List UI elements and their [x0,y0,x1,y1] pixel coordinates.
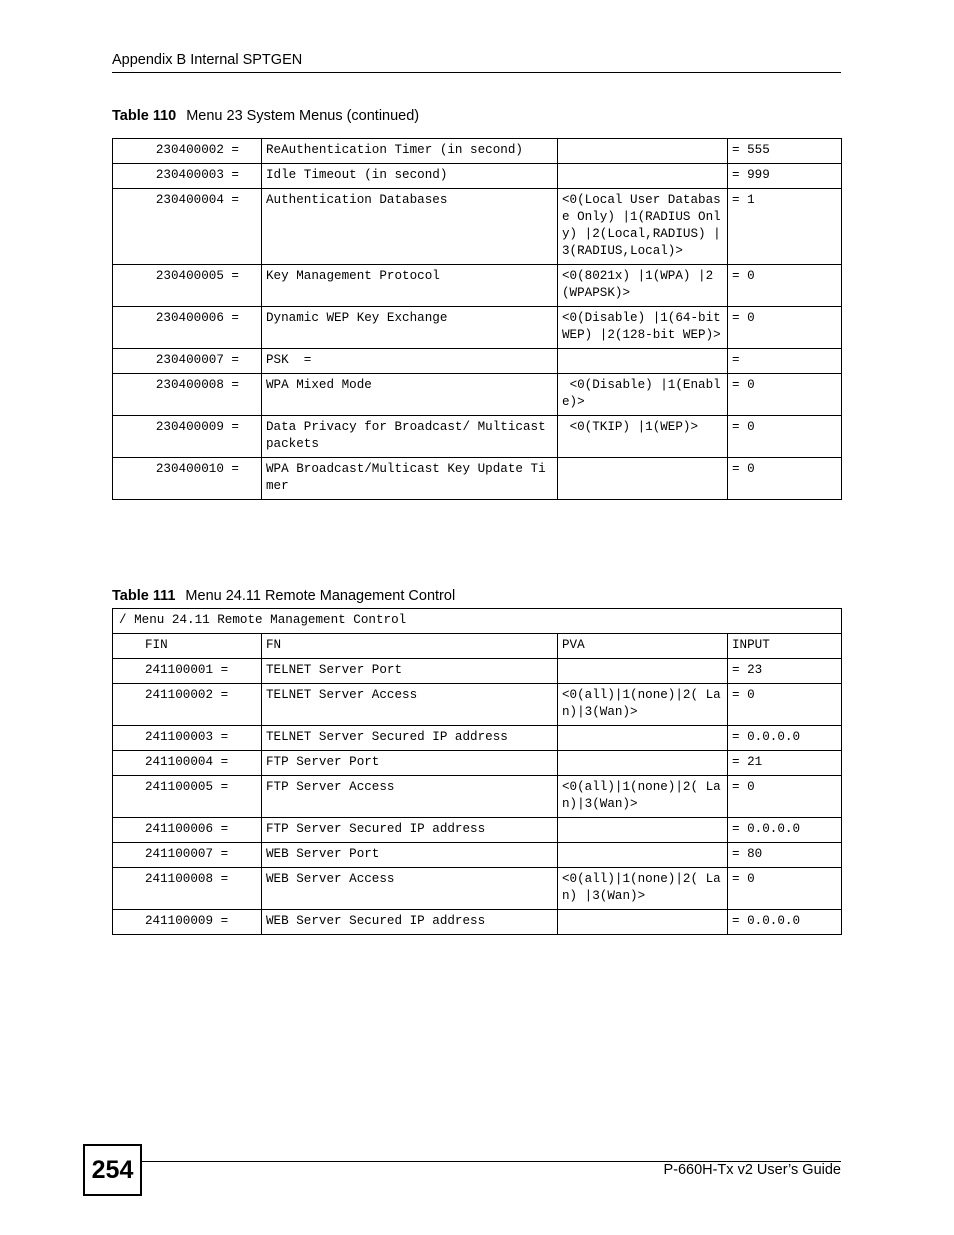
table-row [113,349,842,374]
fin-cell: 230400004 = [113,189,262,265]
input-cell: = 0 [728,374,842,416]
pva-cell [558,659,728,684]
input-cell: = 0 [728,776,842,818]
fin-cell: 230400009 = [113,416,262,458]
input-cell: = 0.0.0.0 [728,818,842,843]
table-row [113,684,842,726]
table-111-menu-row [113,609,842,634]
table-111-header-row [113,634,842,659]
table-row [113,726,842,751]
table-110-label: Table 110 [112,108,177,124]
fn-cell: Dynamic WEP Key Exchange [262,307,558,349]
table-row [113,307,842,349]
pva-cell: <0(all)|1(none)|2( Lan) |3(Wan)> [558,868,728,910]
fn-cell: FTP Server Access [262,776,558,818]
fin-cell: 241100008 = [113,868,262,910]
guide-title: P-660H-Tx v2 User’s Guide [663,1162,841,1178]
input-cell: = 0 [728,416,842,458]
input-cell: = 555 [728,139,842,164]
fn-cell: FTP Server Port [262,751,558,776]
table-111-caption [112,588,455,604]
fin-cell: 230400003 = [113,164,262,189]
fin-cell: 241100002 = [113,684,262,726]
fin-cell: 230400008 = [113,374,262,416]
pva-cell [558,349,728,374]
table-111-title: Menu 24.11 Remote Management Control [185,588,456,604]
pva-cell: <0(Disable) |1(Enable)> [558,374,728,416]
fn-cell: WEB Server Port [262,843,558,868]
fin-cell: 230400005 = [113,265,262,307]
pva-cell: <0(TKIP) |1(WEP)> [558,416,728,458]
table-111 [112,608,842,935]
header-pva: PVA [558,634,728,659]
table-row [113,189,842,265]
fin-cell: 230400007 = [113,349,262,374]
fin-cell: 230400002 = [113,139,262,164]
pva-cell [558,818,728,843]
input-cell: = 0 [728,265,842,307]
table-row [113,164,842,189]
fn-cell: WEB Server Secured IP address [262,910,558,935]
input-cell: = 0 [728,868,842,910]
header-input: INPUT [728,634,842,659]
fin-cell: 241100003 = [113,726,262,751]
table-row [113,374,842,416]
fn-cell: WEB Server Access [262,868,558,910]
fin-cell: 241100007 = [113,843,262,868]
pva-cell [558,843,728,868]
table-110 [112,138,842,500]
pva-cell: <0(Disable) |1(64-bit WEP) |2(128-bit WEP)> [558,307,728,349]
input-cell: = 0 [728,307,842,349]
table-row [113,910,842,935]
input-cell: = 23 [728,659,842,684]
table-row [113,751,842,776]
pva-cell [558,458,728,500]
table-111-label: Table 111 [112,588,176,604]
input-cell: = 80 [728,843,842,868]
header-fin: FIN [113,634,262,659]
input-cell: = 0.0.0.0 [728,910,842,935]
fn-cell: TELNET Server Secured IP address [262,726,558,751]
input-cell: = 999 [728,164,842,189]
fn-cell: ReAuthentication Timer (in second) [262,139,558,164]
table-row [113,139,842,164]
input-cell: = 0 [728,458,842,500]
fin-cell: 230400010 = [113,458,262,500]
input-cell: = 0.0.0.0 [728,726,842,751]
table-row [113,868,842,910]
menu-line-cell: / Menu 24.11 Remote Management Control [113,609,842,634]
table-row [113,818,842,843]
input-cell: = 0 [728,684,842,726]
fn-cell: Key Management Protocol [262,265,558,307]
page-number-box [83,1144,142,1196]
page-number: 254 [91,1155,134,1184]
table-row [113,659,842,684]
fin-cell: 241100001 = [113,659,262,684]
fn-cell: WPA Broadcast/Multicast Key Update Timer [262,458,558,500]
fin-cell: 241100004 = [113,751,262,776]
pva-cell [558,726,728,751]
header-divider [112,72,841,73]
fin-cell: 241100009 = [113,910,262,935]
table-row [113,776,842,818]
pva-cell [558,910,728,935]
input-cell: = 21 [728,751,842,776]
table-111-body [113,609,842,935]
table-110-title: Menu 23 System Menus (continued) [186,108,420,124]
fin-cell: 241100005 = [113,776,262,818]
fin-cell: 241100006 = [113,818,262,843]
input-cell: = [728,349,842,374]
fn-cell: TELNET Server Port [262,659,558,684]
fn-cell: Authentication Databases [262,189,558,265]
fn-cell: PSK = [262,349,558,374]
table-row [113,843,842,868]
fin-cell: 230400006 = [113,307,262,349]
table-row [113,458,842,500]
table-row [113,416,842,458]
pva-cell [558,164,728,189]
pva-cell: <0(8021x) |1(WPA) |2(WPAPSK)> [558,265,728,307]
running-header: Appendix B Internal SPTGEN [112,52,303,68]
header-fn: FN [262,634,558,659]
pva-cell: <0(all)|1(none)|2( Lan)|3(Wan)> [558,684,728,726]
table-110-body [113,139,842,500]
pva-cell [558,751,728,776]
fn-cell: Idle Timeout (in second) [262,164,558,189]
fn-cell: TELNET Server Access [262,684,558,726]
fn-cell: Data Privacy for Broadcast/ Multicast packets [262,416,558,458]
pva-cell: <0(all)|1(none)|2( Lan)|3(Wan)> [558,776,728,818]
table-110-caption [112,108,419,124]
pva-cell: <0(Local User Database Only) |1(RADIUS Only) |2(Local,RADIUS) |3(RADIUS,Local)> [558,189,728,265]
table-row [113,265,842,307]
fn-cell: WPA Mixed Mode [262,374,558,416]
fn-cell: FTP Server Secured IP address [262,818,558,843]
input-cell: = 1 [728,189,842,265]
pva-cell [558,139,728,164]
